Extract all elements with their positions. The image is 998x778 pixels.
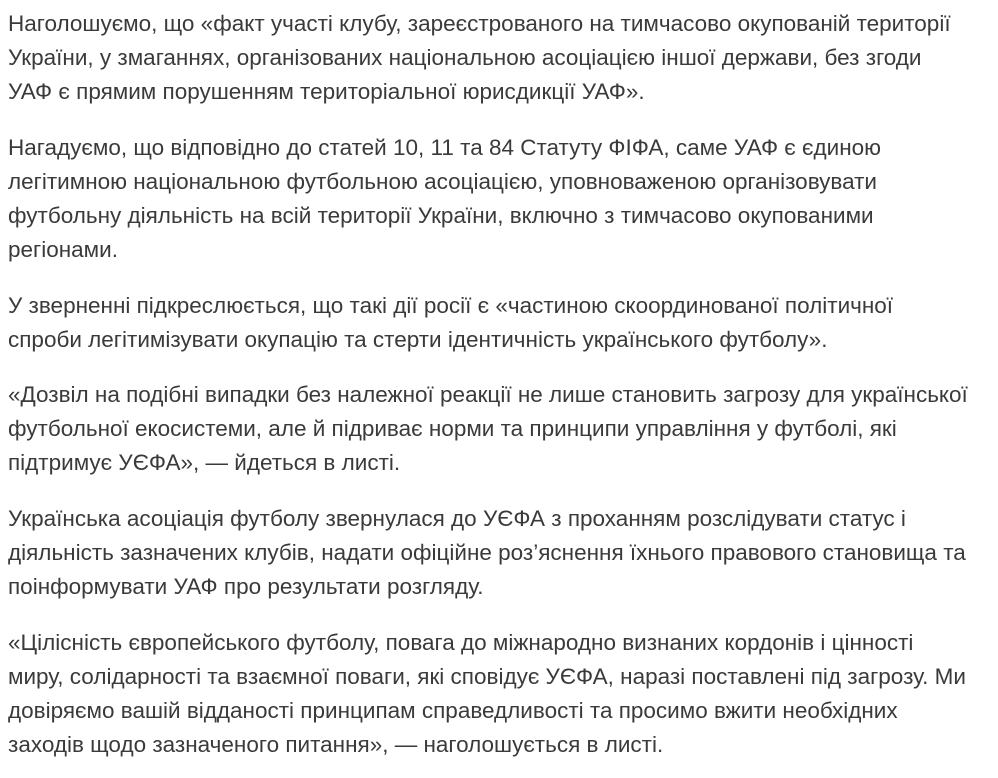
text-line: поінформувати УАФ про результати розгляду.: [8, 574, 484, 599]
paragraph-5: [8, 502, 966, 604]
paragraph-1: [8, 7, 951, 109]
text-line: «Цілісність європейського футболу, повага до міжнародно визнаних кордонів і цінності: [8, 630, 914, 655]
text-line: спроби легітимізувати окупацію та стерти ідентичність українського футболу».: [8, 327, 828, 352]
paragraph-2: [8, 131, 881, 267]
text-line: Нагадуємо, що відповідно до статей 10, 11 та 84 Статуту ФІФА, саме УАФ є єдиною: [8, 135, 882, 160]
text-line: УАФ є прямим порушенням територіальної юрисдикції УАФ».: [8, 79, 645, 104]
text-line: регіонами.: [8, 237, 118, 262]
text-line: Українська асоціація футболу звернулася до УЄФА з проханням розслідувати статус і: [8, 506, 906, 531]
text-line: України, у змаганнях, організованих національною асоціацією іншої держави, без згоди: [8, 45, 922, 70]
text-line: підтримує УЄФА», — йдеться в листі.: [8, 450, 401, 475]
text-line: футбольну діяльність на всій території України, включно з тимчасово окупованими: [8, 203, 874, 228]
paragraph-6: [8, 626, 966, 762]
paragraph-3: [8, 289, 893, 357]
text-line: заходів щодо зазначеного питання», — наголошується в листі.: [8, 732, 664, 757]
text-line: «Дозвіл на подібні випадки без належної реакції не лише становить загрозу для української: [8, 382, 968, 407]
text-line: діяльність зазначених клубів, надати офіційне роз’яснення їхнього правового становища та: [8, 540, 966, 565]
text-line: легітимною національною футбольною асоціацією, уповноваженою організовувати: [8, 169, 877, 194]
text-line: футбольної екосистеми, але й підриває норми та принципи управління у футболі, які: [8, 416, 897, 441]
text-line: довіряємо вашій відданості принципам справедливості та просимо вжити необхідних: [8, 698, 898, 723]
paragraph-4: [8, 378, 968, 480]
text-line: Наголошуємо, що «факт участі клубу, зареєстрованого на тимчасово окупованій території: [8, 11, 951, 36]
text-line: У зверненні підкреслюється, що такі дії росії є «частиною скоординованої політичної: [8, 293, 894, 318]
text-line: миру, солідарності та взаємної поваги, які сповідує УЄФА, наразі поставлені під загрозу. Ми: [8, 664, 966, 689]
